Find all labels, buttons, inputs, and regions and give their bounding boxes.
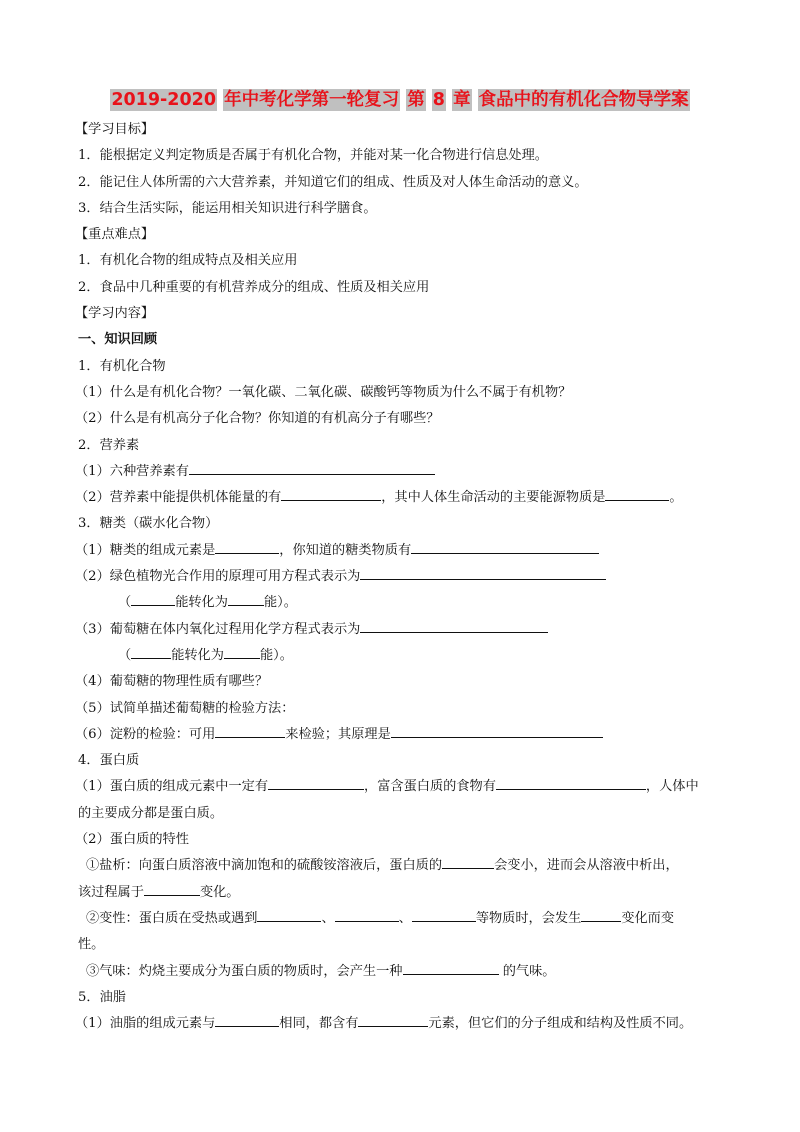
answer-blank[interactable]	[131, 644, 171, 659]
question-text: 能）。	[259, 647, 293, 663]
question-text: ②变性：蛋白质在受热或遇到	[86, 910, 258, 926]
question: （5）试简单描述葡萄糖的检验方法：	[75, 700, 295, 716]
question-text: 的气味。	[498, 963, 556, 979]
answer-blank[interactable]	[268, 775, 364, 790]
answer-blank[interactable]	[224, 644, 260, 659]
question-text: （6）淀粉的检验：可用	[75, 726, 216, 742]
question	[75, 617, 726, 643]
question-text: （1）糖类的组成元素是	[75, 542, 216, 558]
answer-blank[interactable]	[403, 960, 499, 975]
answer-blank[interactable]	[215, 723, 285, 738]
question-text: 该过程属于	[78, 884, 144, 900]
section-nutrients: 2．营养素	[78, 437, 140, 453]
title-course: 年中考化学第一轮复习	[224, 90, 400, 110]
answer-blank[interactable]	[257, 907, 321, 922]
title-chapter-number: 8	[432, 90, 445, 110]
question	[75, 564, 726, 590]
question-text: 能转化为	[175, 595, 228, 611]
answer-blank[interactable]	[215, 539, 279, 554]
objective-item: 1．能根据定义判定物质是否属于有机化合物，并能对某一化合物进行信息处理。	[78, 148, 548, 164]
question	[75, 774, 726, 800]
question-continuation: 性。	[78, 937, 105, 953]
keypoints-header: 【重点难点】	[75, 227, 155, 243]
answer-blank[interactable]	[605, 486, 669, 501]
answer-blank[interactable]	[189, 460, 435, 475]
answer-blank[interactable]	[360, 565, 606, 580]
question-text: 能）。	[263, 595, 297, 611]
answer-blank[interactable]	[281, 486, 381, 501]
title-chapter-suffix: 章	[453, 90, 471, 110]
question-text: 会变小，进而会从溶液中析出，	[494, 858, 679, 874]
question-sub	[78, 853, 726, 879]
document-title	[0, 87, 800, 113]
question-text: 变化。	[199, 884, 240, 900]
section-organic-compounds: 1．有机化合物	[78, 358, 166, 374]
question-text: ，你知道的糖类物质有	[279, 542, 412, 558]
question-text: ③气味：灼烧主要成分为蛋白质的物质时，会产生一种	[86, 963, 403, 979]
question-text: 等物质时，会发生	[475, 910, 582, 926]
question-text: ，其中人体生命活动的主要能源物质是	[381, 490, 606, 506]
question-sub	[78, 906, 726, 932]
question-text: 变化而变	[621, 910, 675, 926]
question-text: （1）六种营养素有	[75, 463, 189, 479]
question-text: （1）油脂的组成元素与	[75, 1016, 216, 1032]
answer-blank[interactable]	[335, 907, 399, 922]
title-chapter-prefix: 第	[407, 90, 425, 110]
answer-blank[interactable]	[131, 591, 175, 606]
answer-blank[interactable]	[411, 539, 599, 554]
content-header: 【学习内容】	[75, 306, 155, 322]
question: （2）什么是有机高分子化合物？你知道的有机高分子有哪些？	[75, 411, 440, 427]
question-text: 来检验；其原理是	[285, 726, 391, 742]
question-text: （	[118, 647, 132, 663]
answer-blank[interactable]	[391, 723, 603, 738]
question: （2）蛋白质的特性	[75, 832, 189, 848]
question-text: 元素，但它们的分子组成和结构及性质不同。	[428, 1016, 693, 1032]
review-header: 一、知识回顾	[78, 332, 158, 348]
answer-blank[interactable]	[581, 907, 621, 922]
question-text: （	[118, 595, 132, 611]
question-text: （3）葡萄糖在体内氧化过程用化学方程式表示为	[75, 621, 361, 637]
question: （1）什么是有机化合物？一氧化碳、二氧化碳、碳酸钙等物质为什么不属于有机物？	[75, 384, 572, 400]
question: （4）葡萄糖的物理性质有哪些？	[75, 674, 269, 690]
answer-blank[interactable]	[228, 591, 264, 606]
question-text: （1）蛋白质的组成元素中一定有	[75, 779, 269, 795]
question-text: 相同，都含有	[279, 1016, 359, 1032]
question-text: ，富含蛋白质的食物有	[364, 779, 496, 795]
answer-blank[interactable]	[358, 1012, 428, 1027]
question-text: 能转化为	[171, 647, 224, 663]
question	[75, 722, 726, 748]
answer-blank[interactable]	[442, 854, 494, 869]
question-text: （2）营养素中能提供机体能量的有	[75, 490, 282, 506]
objective-item: 2．能记住人体所需的六大营养素，并知道它们的组成、性质及对人体生命活动的意义。	[78, 174, 588, 190]
title-year: 2019-2020	[111, 90, 217, 110]
question-text: （2）绿色植物光合作用的原理可用方程式表示为	[75, 569, 361, 585]
answer-blank[interactable]	[360, 618, 548, 633]
question-continuation: 的主要成分都是蛋白质。	[78, 805, 224, 821]
document-body	[75, 117, 726, 1037]
section-carbohydrates: 3．糖类（碳水化合物）	[78, 516, 219, 532]
question-sub	[78, 959, 726, 985]
answer-blank[interactable]	[215, 1012, 279, 1027]
question-text: ，人体中	[645, 779, 699, 795]
answer-blank[interactable]	[412, 907, 476, 922]
question-text: 、	[321, 910, 335, 926]
question-text: 。	[669, 490, 683, 506]
section-fats: 5．油脂	[78, 989, 126, 1005]
section-protein: 4．蛋白质	[78, 753, 140, 769]
question	[75, 485, 726, 511]
answer-blank[interactable]	[144, 881, 200, 896]
answer-blank[interactable]	[496, 775, 646, 790]
question-sub	[78, 590, 726, 616]
question	[75, 538, 726, 564]
question	[75, 1011, 726, 1037]
question-text: ①盐析：向蛋白质溶液中滴加饱和的硫酸铵溶液后，蛋白质的	[86, 858, 443, 874]
title-topic: 食品中的有机化合物导学案	[478, 90, 689, 110]
question-sub	[78, 643, 726, 669]
question-continuation	[78, 880, 726, 906]
keypoint-item: 2．食品中几种重要的有机营养成分的组成、性质及相关应用	[78, 279, 430, 295]
objective-item: 3．结合生活实际，能运用相关知识进行科学膳食。	[78, 200, 377, 216]
question	[75, 459, 726, 485]
question-text: 、	[398, 910, 412, 926]
objectives-header: 【学习目标】	[75, 122, 155, 137]
keypoint-item: 1．有机化合物的组成特点及相关应用	[78, 253, 298, 269]
